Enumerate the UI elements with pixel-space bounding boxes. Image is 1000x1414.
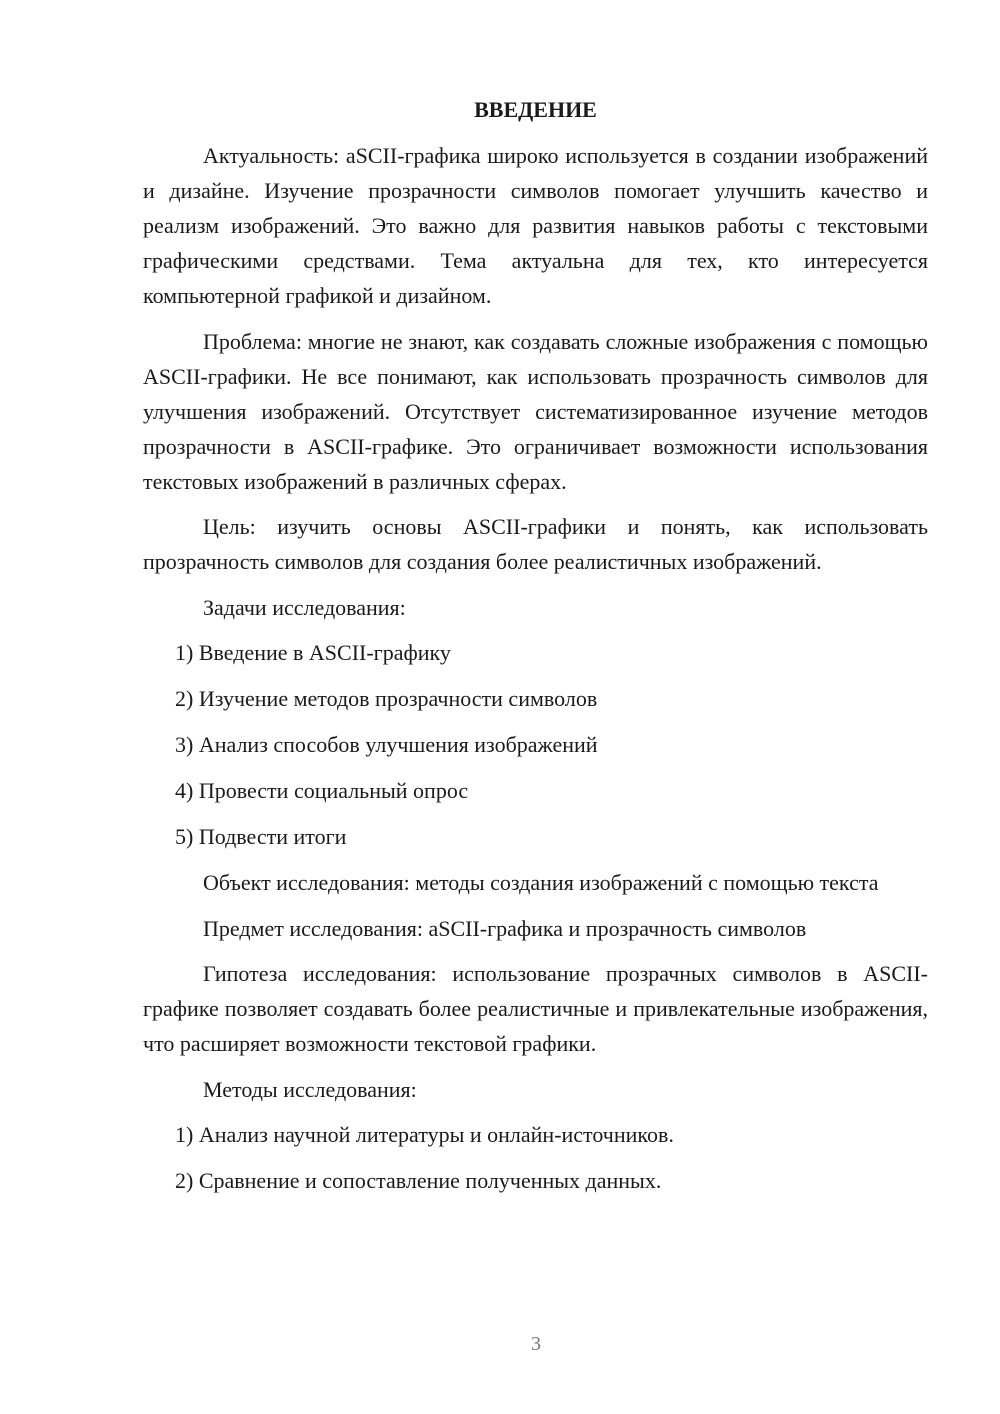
method-item: 2) Сравнение и сопоставление полученных данных.: [175, 1168, 662, 1193]
hypothesis-paragraph: Гипотеза исследования: использование прозрачных символов в ASCII-графике позволяет создавать более реалистичные и привлекательные изображения, что расширяет возможности текстовой графики.: [143, 961, 928, 1056]
subject-paragraph: Предмет исследования: aSCII-графика и прозрачность символов: [203, 915, 807, 941]
goal-paragraph: Цель: изучить основы ASCII-графики и понять, как использовать прозрачность символов для создания более реалистичных изображений.: [143, 514, 928, 574]
task-item: 4) Провести социальный опрос: [175, 778, 469, 803]
object-paragraph: Объект исследования: методы создания изображений с помощью текста: [203, 870, 879, 895]
methods-heading: Методы исследования:: [203, 1076, 417, 1102]
page-number: 3: [531, 1333, 541, 1355]
method-item: 1) Анализ научной литературы и онлайн-источников.: [175, 1122, 674, 1147]
task-item: 3) Анализ способов улучшения изображений: [175, 732, 598, 757]
page-title: ВВЕДЕНИЕ: [474, 97, 597, 122]
document-page: [143, 92, 928, 1209]
task-item: 1) Введение в ASCII-графику: [175, 640, 451, 665]
task-item: 2) Изучение методов прозрачности символов: [175, 686, 598, 711]
task-item: 5) Подвести итоги: [175, 824, 347, 849]
problem-paragraph: Проблема: многие не знают, как создавать сложные изображения с помощью ASCII-графики. Не все понимают, как использовать прозрачность символов для улучшения изображений. Отсутствует систематизированное изучение методов прозрачности в ASCII-графике. Это ограничивает возможности использования текстовых изображений в различных сферах.: [143, 328, 928, 494]
relevance-paragraph: Актуальность: aSCII-графика широко используется в создании изображений и дизайне. Изучение прозрачности символов помогает улучшить качество и реализм изображений. Это важно для развития навыков работы с текстовыми графическими средствами. Тема актуальна для тех, кто интересуется компьютерной графикой и дизайном.: [143, 143, 928, 308]
tasks-heading: Задачи исследования:: [203, 594, 406, 620]
